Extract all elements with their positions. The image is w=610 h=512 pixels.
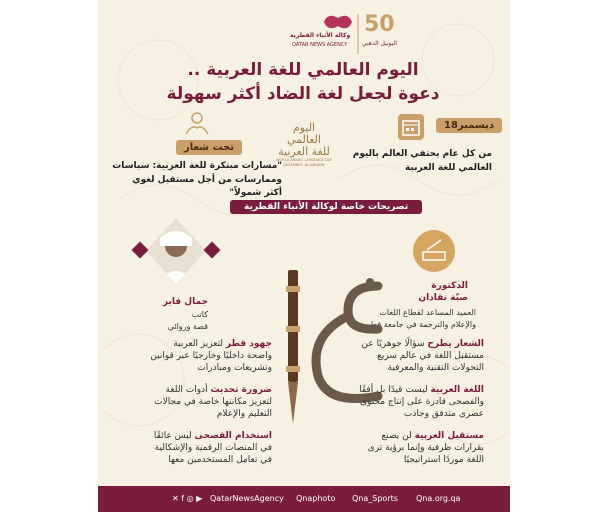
right-person-title1: الدكتورة — [431, 281, 468, 291]
agency-en: QATAR NEWS AGENCY — [292, 42, 348, 48]
center-logo-en2: DECEMBER 18 JANUARY — [283, 163, 325, 167]
right-person-role2: والإعلام والترجمة في جامعة قطر — [366, 320, 476, 329]
right-section-1-hl: الشعار يطرح — [427, 339, 484, 349]
date-text-1: من كل عام يحتفي العالم باليوم — [352, 149, 492, 159]
left-person-role2: قصة وروائي — [167, 322, 208, 331]
left-section-3 — [116, 430, 272, 466]
right-section-2-line2: والفصحى قادرة على إنتاج محتوى — [360, 397, 484, 407]
left-section-3-line3: في تعامل المستخدمين معها — [168, 455, 272, 465]
footer-handle-4[interactable]: Qna.org.qa — [416, 494, 461, 503]
right-section-2-rest: ليست قيدًا بل أفقًا — [359, 385, 431, 395]
logo-sub: اليوبيل الذهبي — [362, 40, 397, 47]
left-section-3-hl: استخدام الفصحى — [194, 431, 272, 441]
calendar-icon — [398, 114, 424, 140]
left-section-1-rest: لتعزيز العربية — [173, 339, 226, 349]
center-logo — [273, 122, 335, 186]
left-section-2-line2: لتعزيز مكانتها خاصة في مجالات — [154, 397, 272, 407]
right-person-role1: العميد المساعد لقطاع اللغات — [379, 308, 476, 317]
left-section-2-rest: أدوات اللغة — [165, 385, 211, 395]
date-pill: 18ديسمبر — [436, 118, 502, 133]
social-icons: ✕ f ◎ ▶ — [172, 494, 203, 503]
pen-icon — [280, 266, 306, 426]
right-section-1-line3: التحولات التقنية والمعرفية — [387, 363, 484, 373]
center-logo-line1: اليوم — [292, 121, 316, 134]
footer-handle-1[interactable]: QatarNewsAgency — [210, 494, 284, 503]
left-section-2-hl: ضرورة تحديث — [210, 385, 272, 395]
slogan-text-2: وممارسات من أجل مستقبل لغوي أكثر شمولاً" — [132, 175, 282, 198]
left-section-2 — [116, 384, 272, 420]
left-section-1 — [116, 338, 272, 374]
right-section-1-line2: مستقبل اللغة في عالم سريع — [377, 351, 484, 361]
logo-badge: 50 — [364, 12, 395, 37]
right-section-3-hl: مستقبل العربية — [414, 431, 484, 441]
center-logo-en1: WORLD ARABIC LANGUAGE DAY — [275, 158, 333, 162]
left-section-3-line2: في المنصات الرقمية والإشكالية — [154, 443, 272, 453]
header-logo — [288, 10, 408, 58]
right-section-1-rest: سؤالًا جوهريًا عن — [361, 339, 428, 349]
agency-ar: وكالة الأنباء القطرية — [290, 32, 351, 39]
left-section-1-line3: وتشريعات ومبادرات — [197, 363, 272, 373]
slogan-label: تحت شعار — [176, 140, 242, 155]
title-line-1: اليوم العالمي للغة العربية .. — [187, 60, 419, 80]
left-person-role1: كاتب — [191, 310, 208, 319]
right-section-3 — [320, 430, 484, 466]
footer-handle-2[interactable]: Qnaphoto — [296, 494, 336, 503]
left-person-name: جمال فايز — [162, 297, 208, 307]
left-section-1-line2: واضحة داخليًا وخارجيًا عبر قوانين — [150, 351, 272, 361]
right-section-2-hl: اللغة العربية — [430, 385, 484, 395]
left-section-1-hl: جهود قطر — [225, 339, 272, 349]
date-text-2: العالمي للغة العربية — [405, 163, 492, 173]
right-person-title2: صبّة نقادان — [418, 293, 468, 303]
writing-hand-icon — [413, 230, 455, 272]
left-section-2-line3: التعليم والإعلام — [216, 409, 272, 419]
hands-icon — [182, 108, 212, 138]
banner: تصريحات خاصة لوكالة الأنباء القطرية — [230, 200, 422, 214]
right-section-3-line3: اللغة موردًا استراتيجيًا — [403, 455, 484, 465]
slogan-text-1: "مسارات مبتكرة للغة العربية: سياسات — [112, 161, 282, 171]
right-section-2-line3: عصري متدفق وجاذب — [403, 409, 484, 419]
right-section-3-rest: لن يصنع — [381, 431, 415, 441]
poster — [98, 0, 510, 512]
center-logo-line3: للغة العربية — [278, 145, 330, 158]
right-section-2 — [320, 384, 484, 420]
left-section-3-rest: ليس عائقًا — [153, 431, 195, 441]
title-line-2: دعوة لجعل لغة الضاد أكثر سهولة — [166, 84, 440, 104]
footer-bar — [98, 486, 510, 512]
center-logo-line2: العالمي — [287, 133, 321, 146]
footer-handle-3[interactable]: Qna_Sports — [352, 494, 398, 503]
right-section-3-line2: بقرارات ظرفية وإنما برؤية ترى — [367, 443, 484, 453]
right-section-1 — [320, 338, 484, 374]
